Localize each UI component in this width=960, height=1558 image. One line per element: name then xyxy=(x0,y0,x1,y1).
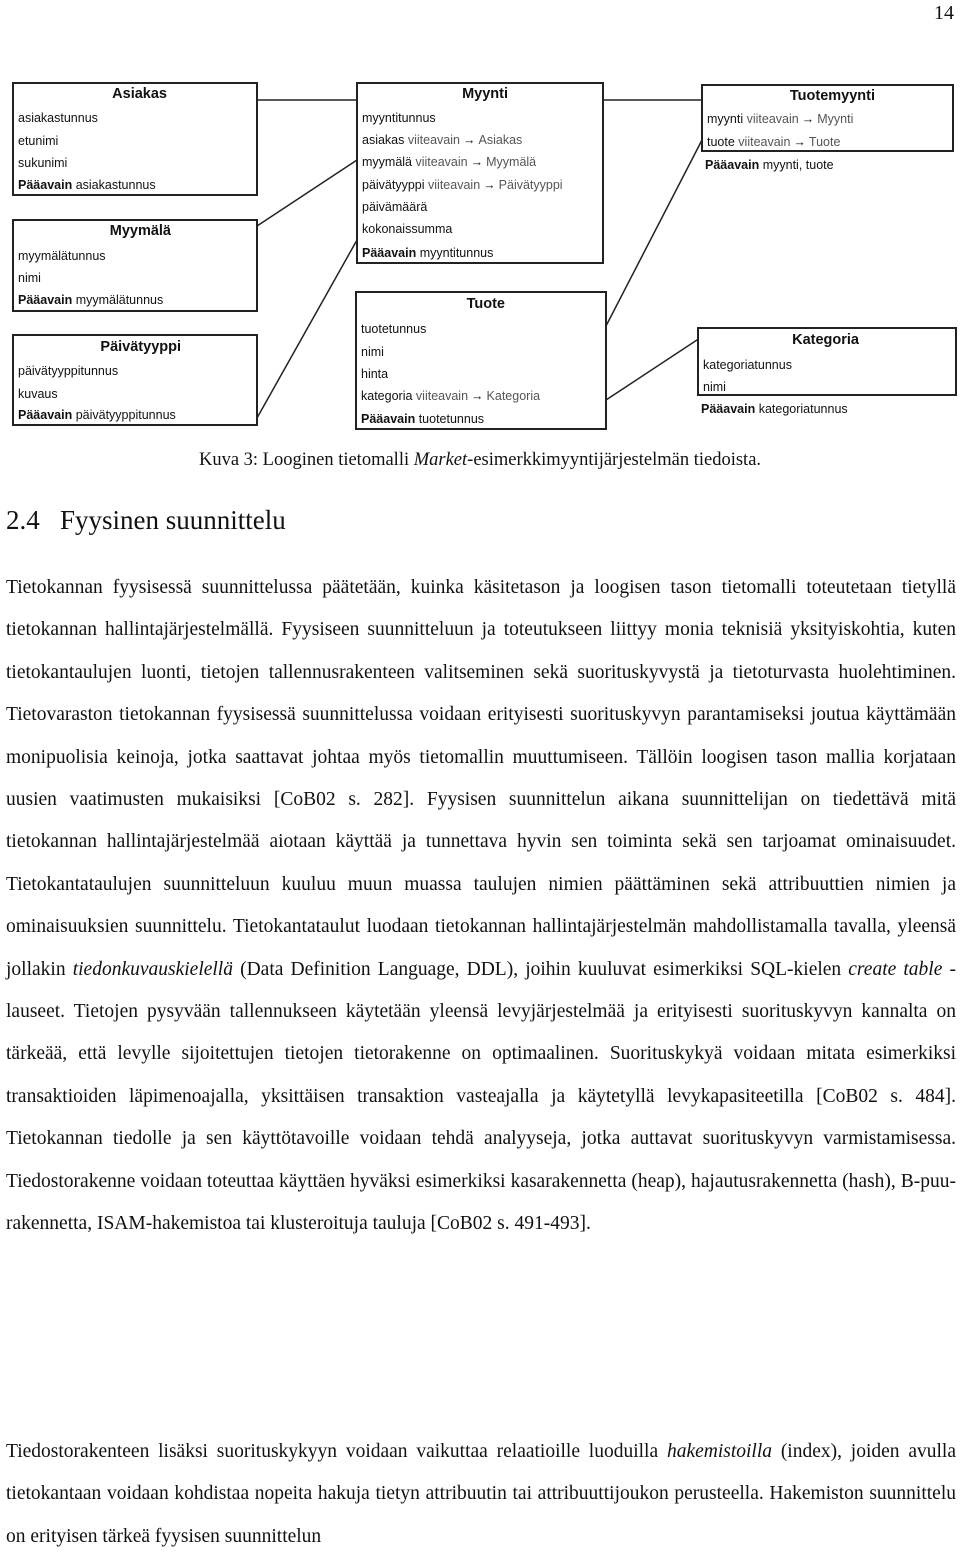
entity-tuote xyxy=(355,291,607,430)
fk-target: Päivätyyppi xyxy=(498,178,563,192)
arrow-icon: → xyxy=(793,135,806,149)
field-etunimi: etunimi xyxy=(18,134,59,148)
fk-word: viiteavain xyxy=(415,155,468,169)
kategoria-primary-key xyxy=(701,401,848,417)
paragraph-2 xyxy=(6,1431,956,1558)
line-tuote-kategoria xyxy=(606,338,700,400)
paragraph-text: Tiedostorakenteen lisäksi suorituskykyyn voidaan vaikuttaa relaatioille luoduilla xyxy=(6,1441,667,1462)
line-tuote-tuotemyynti xyxy=(606,140,702,326)
pk-value: asiakastunnus xyxy=(75,178,156,192)
caption-suffix: -esimerkkimyyntijärjestelmän tiedoista. xyxy=(467,450,762,470)
field-myynti-fk xyxy=(707,111,853,127)
entity-myynti xyxy=(356,82,604,264)
pk-value: tuotetunnus xyxy=(418,412,485,426)
entity-title: Myynti xyxy=(462,86,508,102)
entity-kategoria xyxy=(697,327,957,396)
field-nimi: nimi xyxy=(361,345,384,359)
pk-value: myyntitunnus xyxy=(419,246,494,260)
field-tuote-fk xyxy=(707,134,840,150)
fk-field: tuote xyxy=(707,135,735,149)
field-paivatyyppi-fk xyxy=(362,177,563,193)
paragraph-text: (Data Definition Language, DDL), joihin kuuluvat esimerkiksi SQL-kielen xyxy=(232,958,849,980)
entity-paivatyyppi xyxy=(12,334,258,426)
paragraph-text: Tietokannan fyysisessä suunnittelussa päätetään, kuinka käsitetason ja loogisen tason tietomalli toteutetaan tietyllä tietokannan hallintajärjestelmällä. Fyysiseen suunnitteluun ja toteutukseen liittyy monia teknisiä yksityiskohtia, kuten tietokantaulujen luonti, tietojen tallennusrakenteen valitseminen sekä suorituskyvystä ja tietoturvasta huolehtiminen. Tietovaraston tietokannan fyysisessä suunnittelussa voidaan erityisesti suorituskyvyn parantamiseksi joutua käyttämään monipuolisia keinoja, jotka saattavat johtaa myös tietomallin muuttumiseen. Tällöin loogisen tason mallia korjataan uusien vaatimusten mukaisiksi [CoB02 s. 282]. Fyysisen suunnittelun aikana suunnittelijan on tiedettävä mitä tietokannan hallintajärjestelmää aiotaan käyttää ja tunnettava hyvin sen toiminta sekä sen tarjoamat ominaisuudet. Tietokantataulujen suunnitteluun kuuluu muun muassa taulujen nimien päättäminen sekä attribuuttien nimien ja ominaisuuksien suunnittelu. Tietokantataulut luodaan tietokannan hallintajärjestelmän mahdollistamalla tavalla, yleensä jollakin xyxy=(6,577,956,980)
fk-target: Myynti xyxy=(817,112,854,126)
tuotemyynti-primary-key xyxy=(705,157,834,173)
field-nimi: nimi xyxy=(18,271,41,285)
caption-italic: Market xyxy=(413,450,468,470)
fk-field: myymälä xyxy=(362,155,413,169)
primary-key xyxy=(18,292,163,308)
pk-label: Pääavain xyxy=(705,158,760,172)
pk-value: päivätyyppitunnus xyxy=(75,408,176,422)
line-myymala-myynti xyxy=(257,160,357,226)
section-heading: 2.4 Fyysinen suunnittelu xyxy=(6,505,286,535)
caption-prefix: Kuva 3: Looginen tietomalli xyxy=(198,450,414,470)
paragraph-text: -lauseet. Tietojen pysyvään tallennukseen käytetään yleensä levyjärjestelmää ja erityisesti suorituskyvyn kannalta on tärkeää, että levylle sijoitettujen tietojen tietorakenne on optimaalinen. Suorituskykyä voidaan mitata esimerkiksi transaktioiden läpimenoajalla, yksittäisen transaktion vasteajalla ja käytetyllä levykapasiteetilla [CoB02 s. 484]. Tietokannan tiedolle ja sen käyttötavoille voidaan tehdä analyyseja, jotka auttavat suorituskyvyn varmistamisessa. Tiedostorakenne voidaan toteuttaa käyttäen hyväksi esimerkiksi kasarakennetta (heap), hajautusrakennetta (hash), B-puu-rakennetta, ISAM-hakemistoa tai klusteroituja tauluja [CoB02 s. 491-493]. xyxy=(6,958,956,1235)
field-paivamaara: päivämäärä xyxy=(362,200,428,214)
line-paivatyyppi-myynti xyxy=(257,240,357,418)
field-kategoriatunnus: kategoriatunnus xyxy=(703,358,792,372)
fk-target: Tuote xyxy=(808,135,841,149)
arrow-icon: → xyxy=(470,155,484,169)
field-asiakas-fk xyxy=(362,132,522,148)
pk-label: Pääavain xyxy=(701,402,756,416)
fk-target: Kategoria xyxy=(486,389,541,403)
primary-key xyxy=(362,245,493,261)
field-tuotetunnus: tuotetunnus xyxy=(361,322,427,336)
pk-value: myymälätunnus xyxy=(75,293,164,307)
paragraph-1 xyxy=(6,567,956,1246)
figure-caption xyxy=(0,450,960,471)
arrow-icon: → xyxy=(463,133,476,147)
field-paivatyyppitunnus: päivätyyppitunnus xyxy=(18,364,119,378)
entity-title: Tuotemyynti xyxy=(789,88,875,104)
paragraph-text: (index), joiden avulla tietokantaan voidaan kohdistaa nopeita hakuja tietyn attribuutin tai attribuuttijoukon perusteella. Hakemiston suunnittelu on erityisen tärkeä fyysisen suunnittelun xyxy=(6,1441,956,1547)
pk-label: Pääavain xyxy=(18,293,73,307)
entity-title: Kategoria xyxy=(792,332,859,348)
entity-asiakas xyxy=(12,82,258,196)
field-myymalatunnus: myymälätunnus xyxy=(18,249,106,263)
pk-value: myynti, tuote xyxy=(762,158,834,172)
fk-word: viiteavain xyxy=(428,178,481,192)
fk-field: asiakas xyxy=(362,133,405,147)
page-number: 14 xyxy=(934,2,954,24)
entity-title: Tuote xyxy=(466,296,505,312)
pk-value: kategoriatunnus xyxy=(758,402,848,416)
primary-key xyxy=(18,177,156,193)
fk-word: viiteavain xyxy=(746,112,799,126)
field-sukunimi: sukunimi xyxy=(18,156,68,170)
paragraph-italic: tiedonkuvauskielellä xyxy=(72,958,233,980)
field-asiakastunnus: asiakastunnus xyxy=(18,111,98,125)
entity-title: Päivätyyppi xyxy=(100,339,181,355)
field-nimi: nimi xyxy=(703,380,726,394)
fk-field: myynti xyxy=(707,112,744,126)
arrow-icon: → xyxy=(483,178,496,192)
field-kokonaissumma: kokonaissumma xyxy=(362,222,453,236)
pk-label: Pääavain xyxy=(362,246,417,260)
pk-label: Pääavain xyxy=(18,178,73,192)
field-hinta: hinta xyxy=(361,367,389,381)
field-myymala-fk xyxy=(362,154,536,170)
pk-label: Pääavain xyxy=(18,408,73,422)
fk-word: viiteavain xyxy=(415,389,469,403)
logical-data-model-diagram xyxy=(0,0,960,440)
entity-title: Asiakas xyxy=(112,86,167,102)
fk-field: päivätyyppi xyxy=(362,178,425,192)
fk-target: Myymälä xyxy=(486,155,537,169)
primary-key xyxy=(361,411,484,427)
field-kuvaus: kuvaus xyxy=(18,387,58,401)
fk-field: kategoria xyxy=(361,389,413,403)
field-myyntitunnus: myyntitunnus xyxy=(362,111,436,125)
arrow-icon: → xyxy=(801,112,815,126)
pk-label: Pääavain xyxy=(361,412,416,426)
primary-key xyxy=(18,407,176,423)
arrow-icon: → xyxy=(471,389,484,403)
entity-title: Myymälä xyxy=(109,223,171,239)
paragraph-italic: create table xyxy=(848,958,943,980)
fk-word: viiteavain xyxy=(407,133,460,147)
fk-word: viiteavain xyxy=(738,135,791,149)
entity-tuotemyynti xyxy=(701,84,954,152)
entity-myymala xyxy=(12,219,258,312)
paragraph-italic: hakemistoilla xyxy=(666,1441,773,1462)
fk-target: Asiakas xyxy=(478,133,523,147)
field-kategoria-fk xyxy=(361,388,540,404)
